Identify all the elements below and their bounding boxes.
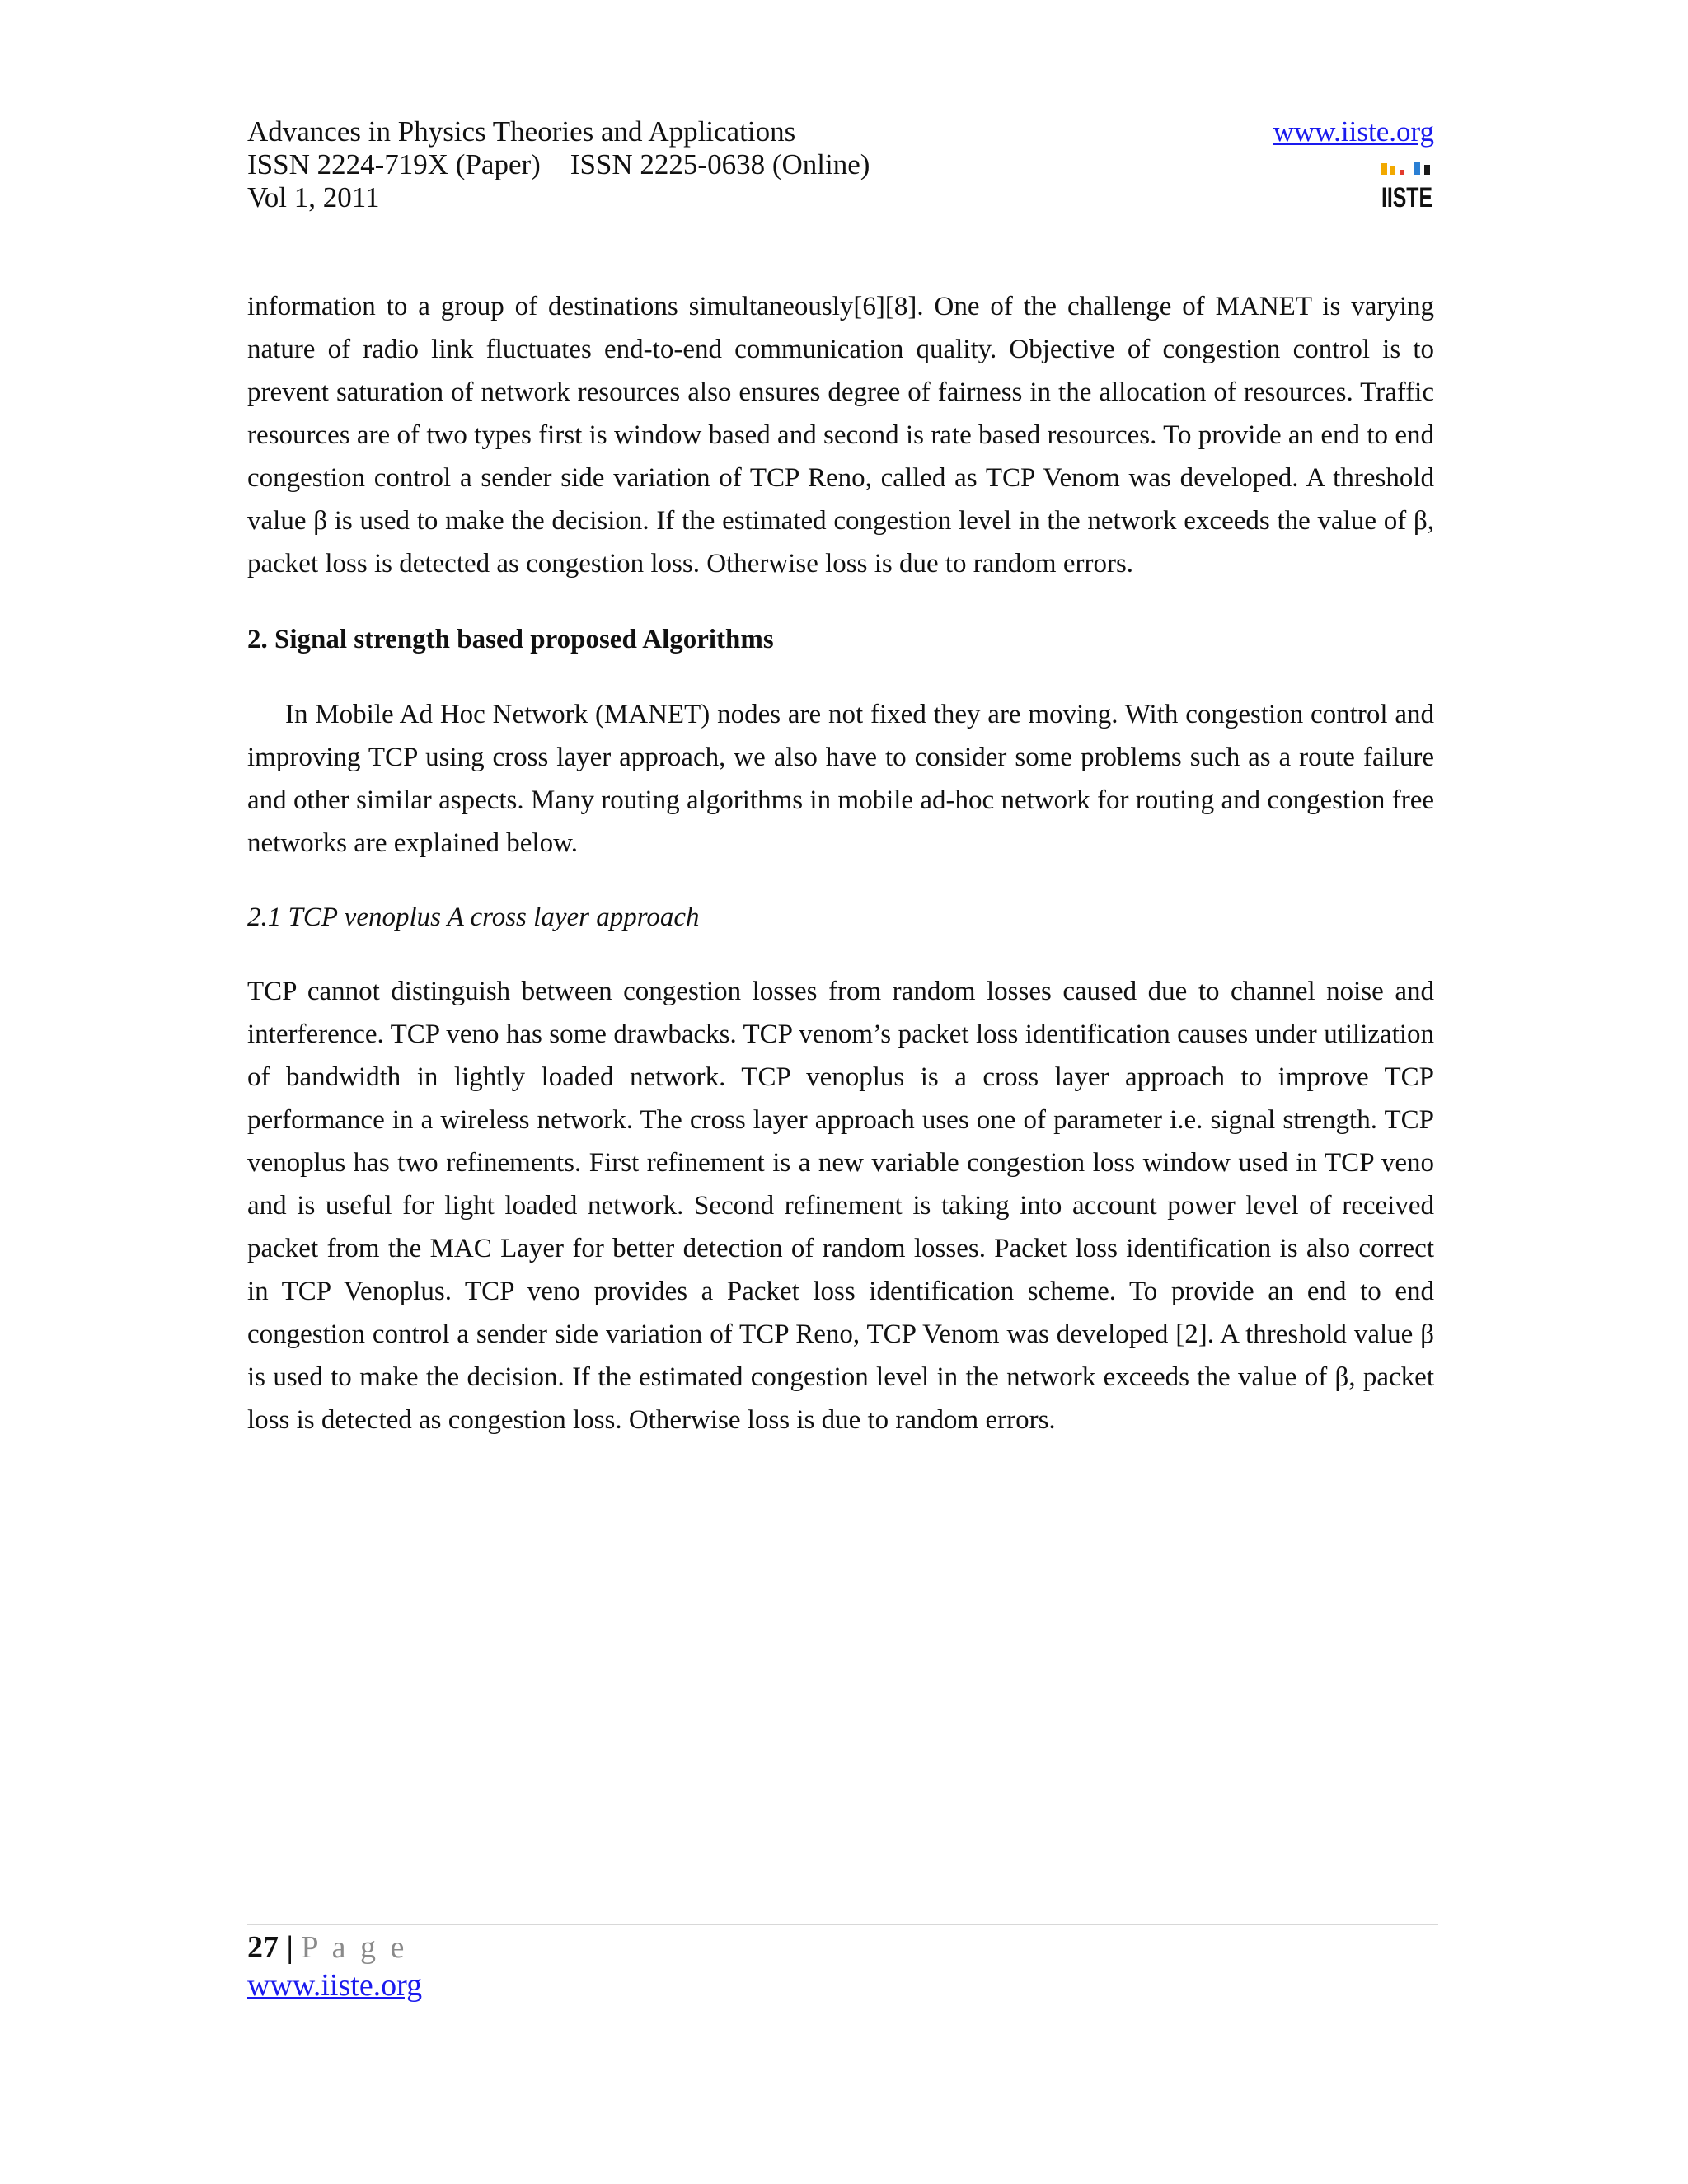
volume: Vol 1, 2011 bbox=[247, 181, 380, 213]
svg-text:IISTE: IISTE bbox=[1381, 182, 1432, 213]
issn-line bbox=[247, 148, 1434, 181]
section-heading: 2. Signal strength based proposed Algorithms bbox=[247, 625, 774, 654]
page-label: P a g e bbox=[301, 1930, 408, 1965]
page-number: 27 bbox=[247, 1930, 279, 1965]
issn-online: ISSN 2225-0638 (Online) bbox=[570, 148, 870, 180]
page-footer bbox=[247, 1929, 422, 2004]
footer-divider bbox=[247, 1924, 1438, 1925]
page-indicator bbox=[247, 1929, 422, 1966]
section-paragraph: In Mobile Ad Hoc Network (MANET) nodes are not fixed they are moving. With congestion control and improving TCP using cross layer approach, we also have to consider some problems such as a route failure and other similar aspects. Many routing algorithms in mobile ad-hoc network for routing and congestion free networks are explained below. bbox=[247, 700, 1434, 858]
header-website-link[interactable]: www.iiste.org bbox=[1273, 115, 1434, 148]
intro-paragraph: information to a group of destinations simultaneously[6][8]. One of the challenge of MANET is varying nature of radio link fluctuates end-to-end communication quality. Objective of congestion control is to prevent saturation of network resources also ensures degree of fairness in the allocation of resources. Traffic resources are of two types first is window based and second is rate based resources. To provide an end to end congestion control a sender side variation of TCP Reno, called as TCP Venom was developed. A threshold value β is used to make the decision. If the estimated congestion level in the network exceeds the value of β, packet loss is detected as congestion loss. Otherwise loss is due to random errors. bbox=[247, 292, 1434, 579]
article-body bbox=[247, 285, 1434, 1441]
page-separator: | bbox=[286, 1930, 293, 1965]
footer-website-link[interactable]: www.iiste.org bbox=[247, 1968, 423, 2003]
subsection-paragraph: TCP cannot distinguish between congestion losses from random losses caused due to channel noise and interference. TCP veno has some drawbacks. TCP venom’s packet loss identification causes under utilization of bandwidth in lightly loaded network. TCP venoplus is a cross layer approach to improve TCP performance in a wireless network. The cross layer approach uses one of parameter i.e. signal strength. TCP venoplus has two refinements. First refinement is a new variable congestion loss window used in TCP veno and is useful for light loaded network. Second refinement is taking into account power level of received packet from the MAC Layer for better detection of random losses. Packet loss identification is also correct in TCP Venoplus. TCP veno provides a Packet loss identification scheme. To provide an end to end congestion control a sender side variation of TCP Reno, TCP Venom was developed [2]. A threshold value β is used to make the decision. If the estimated congestion level in the network exceeds the value of β, packet loss is detected as congestion loss. Otherwise loss is due to random errors. bbox=[247, 977, 1434, 1435]
iiste-logo-icon bbox=[1380, 160, 1434, 213]
page-header bbox=[247, 115, 1434, 214]
journal-title: Advances in Physics Theories and Applications bbox=[247, 115, 796, 148]
subsection-heading: 2.1 TCP venoplus A cross layer approach bbox=[247, 902, 700, 932]
issn-paper: ISSN 2224-719X (Paper) bbox=[247, 148, 541, 180]
